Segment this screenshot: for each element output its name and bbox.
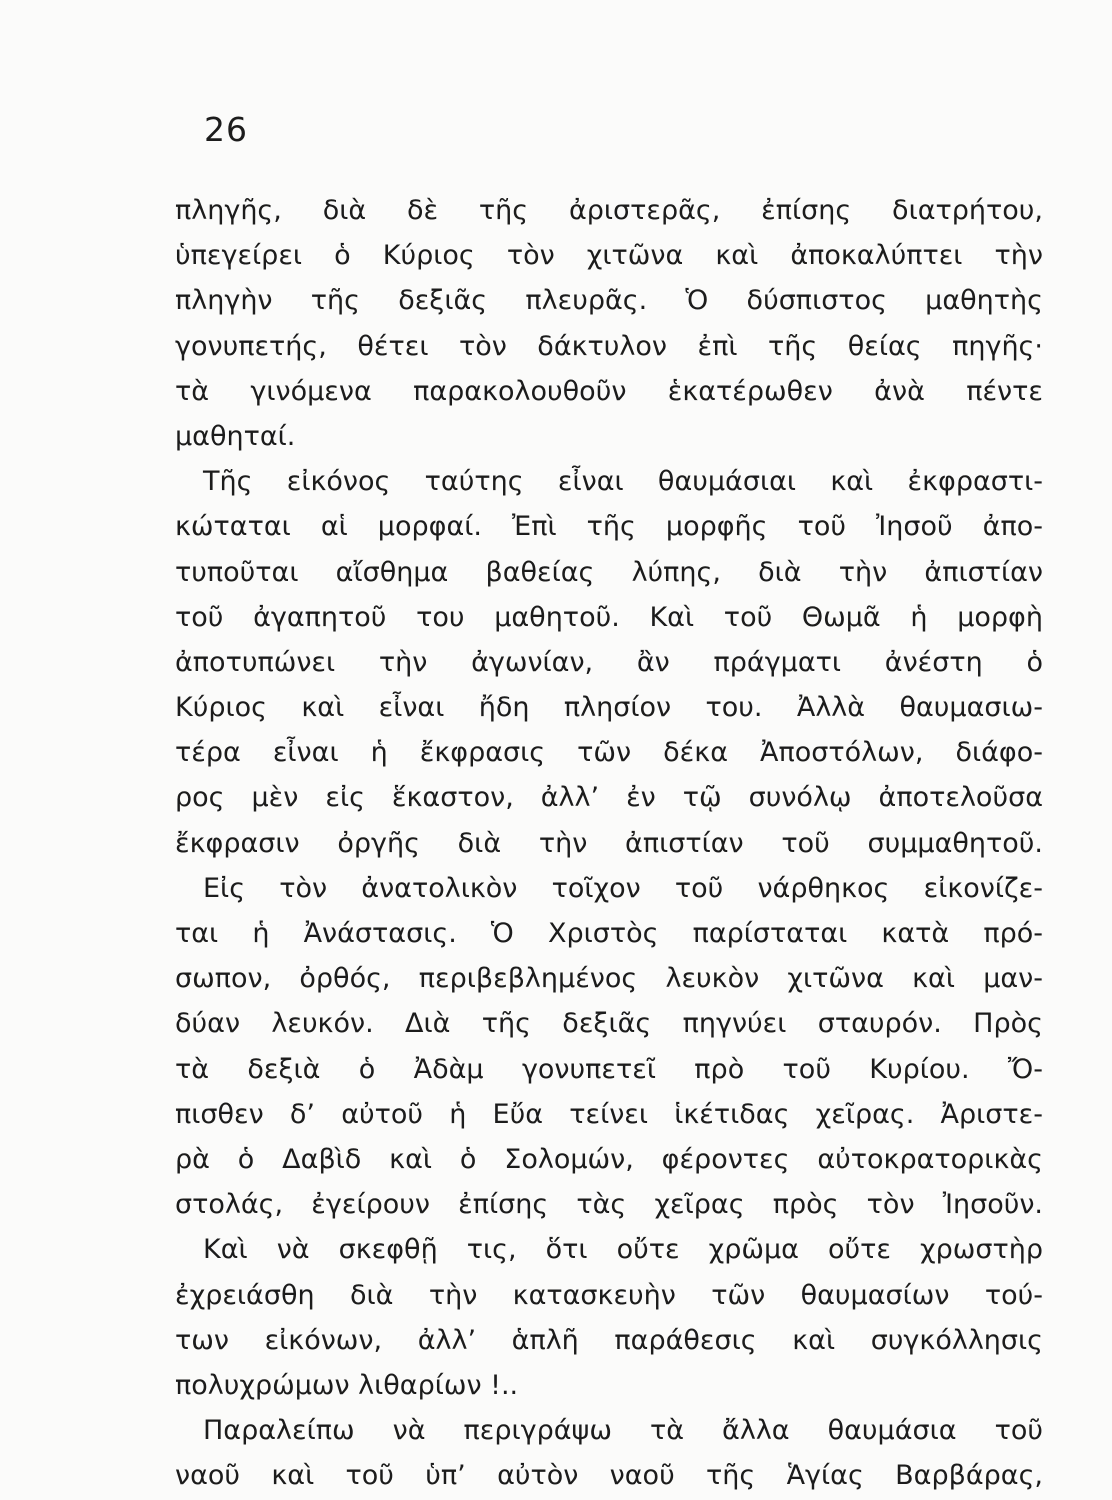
text-line: τὰ δεξιὰ ὁ Ἀδὰμ γονυπετεῖ πρὸ τοῦ Κυρίου. Ὄ- xyxy=(175,1053,1043,1085)
text-line: ται ἡ Ἀνάστασις. Ὁ Χριστὸς παρίσταται κατὰ πρό- xyxy=(175,918,1043,949)
text-line: ἔκφρασιν ὀργῆς διὰ τὴν ἀπιστίαν τοῦ συμμαθητοῦ. xyxy=(175,827,1043,859)
text-line: Καὶ νὰ σκεφθῇ τις, ὅτι οὔτε χρῶμα οὔτε χρωστὴρ xyxy=(203,1234,1043,1266)
text-line: γονυπετής, θέτει τὸν δάκτυλον ἐπὶ τῆς θείας πηγῆς· xyxy=(175,330,1043,362)
page-number: 26 xyxy=(204,110,248,149)
text-line: ἐχρειάσθη διὰ τὴν κατασκευὴν τῶν θαυμασίων τού- xyxy=(175,1279,1043,1311)
text-line: Παραλείπω νὰ περιγράψω τὰ ἄλλα θαυμάσια τοῦ xyxy=(203,1415,1043,1447)
text-line: τὰ γινόμενα παρακολουθοῦν ἑκατέρωθεν ἀνὰ πέντε xyxy=(175,375,1043,407)
text-line: τυποῦται αἴσθημα βαθείας λύπης, διὰ τὴν ἀπιστίαν xyxy=(175,556,1043,588)
text-line: Κύριος καὶ εἶναι ἤδη πλησίον του. Ἀλλὰ θαυμασιω- xyxy=(175,692,1043,724)
text-line: ἀποτυπώνει τὴν ἀγωνίαν, ἂν πράγματι ἀνέστη ὁ xyxy=(175,646,1043,678)
text-line: στολάς, ἐγείρουν ἐπίσης τὰς χεῖρας πρὸς τὸν Ἰησοῦν. xyxy=(175,1189,1043,1221)
body-text xyxy=(175,188,1043,1498)
text-line: τοῦ ἀγαπητοῦ του μαθητοῦ. Καὶ τοῦ Θωμᾶ ἡ μορφὴ xyxy=(175,601,1043,633)
text-line: μαθηταί. xyxy=(175,420,296,452)
text-line: δύαν λευκόν. Διὰ τῆς δεξιᾶς πηγνύει σταυρόν. Πρὸς xyxy=(175,1008,1043,1040)
text-line: των εἰκόνων, ἀλλ’ ἁπλῆ παράθεσις καὶ συγκόλλησις xyxy=(175,1324,1043,1356)
text-line: ναοῦ καὶ τοῦ ὑπ’ αὐτὸν ναοῦ τῆς Ἁγίας Βαρβάρας, xyxy=(175,1460,1043,1492)
text-line: Εἰς τὸν ἀνατολικὸν τοῖχον τοῦ νάρθηκος εἰκονίζε- xyxy=(203,872,1043,904)
text-line: ὑπεγείρει ὁ Κύριος τὸν χιτῶνα καὶ ἀποκαλύπτει τὴν xyxy=(175,240,1043,272)
text-line: τέρα εἶναι ἡ ἔκφρασις τῶν δέκα Ἀποστόλων, διάφο- xyxy=(175,737,1043,769)
text-line: κώταται αἱ μορφαί. Ἐπὶ τῆς μορφῆς τοῦ Ἰησοῦ ἀπο- xyxy=(175,511,1043,543)
text-line: σωπον, ὀρθός, περιβεβλημένος λευκὸν χιτῶνα καὶ μαν- xyxy=(175,963,1043,995)
text-line: ρὰ ὁ Δαβὶδ καὶ ὁ Σολομών, φέροντες αὐτοκρατορικὰς xyxy=(175,1143,1043,1175)
text-line: πληγὴν τῆς δεξιᾶς πλευρᾶς. Ὁ δύσπιστος μαθητὴς xyxy=(175,285,1043,317)
text-line: πληγῆς, διὰ δὲ τῆς ἀριστερᾶς, ἐπίσης διατρήτου, xyxy=(175,195,1043,226)
text-line: πισθεν δ’ αὐτοῦ ἡ Εὔα τείνει ἱκέτιδας χεῖρας. Ἀριστε- xyxy=(175,1098,1043,1130)
text-line: Τῆς εἰκόνος ταύτης εἶναι θαυμάσιαι καὶ ἐκφραστι- xyxy=(203,466,1043,498)
text-line: πολυχρώμων λιθαρίων !.. xyxy=(175,1369,519,1401)
text-line: ρος μὲν εἰς ἕκαστον, ἀλλ’ ἐν τῷ συνόλῳ ἀποτελοῦσα xyxy=(175,782,1043,814)
